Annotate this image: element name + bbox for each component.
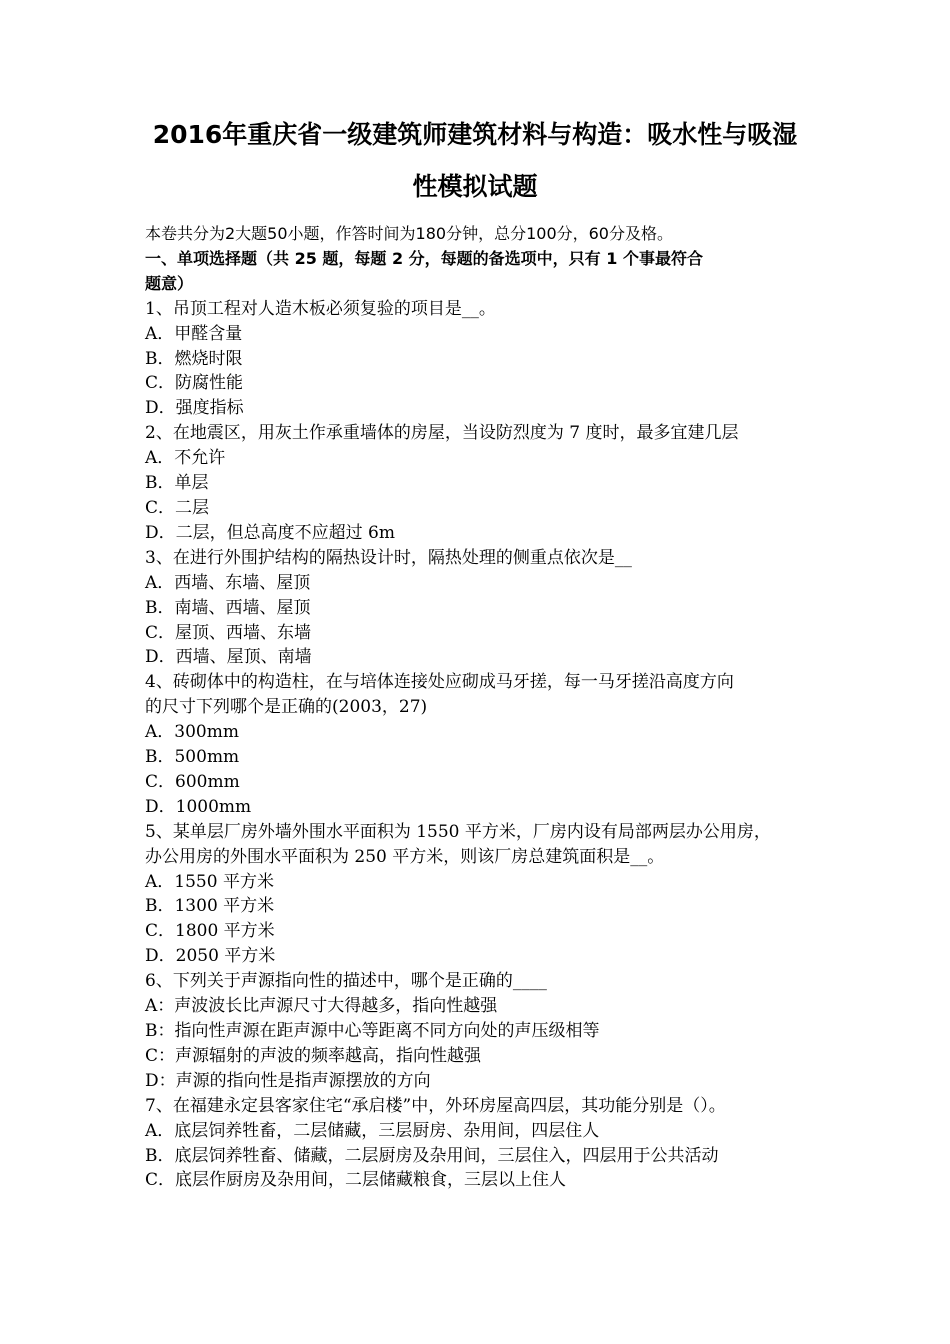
answer-option: B．底层饲养牲畜、储藏，二层厨房及杂用间，三层住入，四层用于公共活动 — [145, 1145, 719, 1166]
question-stem: 2、在地震区，用灰土作承重墙体的房屋，当设防烈度为 7 度时，最多宜建几层 — [145, 423, 739, 444]
document-title-line-1: 2016年重庆省一级建筑师建筑材料与构造：吸水性与吸湿 — [152, 120, 798, 149]
question-stem: 7、在福建永定县客家住宅“承启楼”中，外环房屋高四层，其功能分别是（）。 — [145, 1095, 726, 1116]
answer-option: C．二层 — [145, 497, 210, 518]
question-stem: 3、在进行外围护结构的隔热设计时，隔热处理的侧重点依次是__ — [145, 547, 632, 568]
question-item — [145, 1094, 810, 1194]
answer-option: A．不允许 — [145, 448, 226, 469]
answer-option: C．600mm — [145, 771, 240, 792]
answer-option: C．防腐性能 — [145, 373, 244, 394]
answer-option: C：声源辐射的声波的频率越高，指向性越强 — [145, 1045, 482, 1066]
answer-option: B：指向性声源在距声源中心等距离不同方向处的声压级相等 — [145, 1021, 600, 1041]
answer-option: D．强度指标 — [145, 398, 244, 419]
answer-option: D．2050 平方米 — [145, 946, 276, 967]
question-item — [145, 820, 810, 969]
answer-option: A．底层饲养牲畜，二层储藏，三层厨房、杂用间，四层住人 — [145, 1120, 600, 1141]
question-item — [145, 297, 810, 422]
answer-option: B．燃烧时限 — [145, 348, 243, 369]
document-title-line-2: 性模拟试题 — [412, 172, 538, 201]
answer-option: D．二层，但总高度不应超过 6m — [145, 522, 395, 543]
answer-option: A：声波波长比声源尺寸大得越多，指向性越强 — [145, 996, 498, 1017]
answer-option: B．南墙、西墙、屋顶 — [145, 597, 311, 618]
question-stem: 1、吊顶工程对人造木板必须复验的项目是__。 — [145, 298, 496, 319]
question-stem: 6、下列关于声源指向性的描述中，哪个是正确的____ — [145, 971, 547, 992]
exam-intro: 本卷共分为2大题50小题，作答时间为180分钟，总分100分，60分及格。 — [145, 224, 673, 243]
answer-option: A．300mm — [145, 722, 239, 743]
answer-option: D：声源的指向性是指声源摆放的方向 — [145, 1070, 431, 1091]
document-body — [145, 222, 810, 1193]
answer-option: C．1800 平方米 — [145, 921, 275, 942]
answer-option: D．西墙、屋顶、南墙 — [145, 647, 312, 668]
question-stem: 的尺寸下列哪个是正确的(2003，27) — [145, 697, 428, 718]
answer-option: B．单层 — [145, 473, 209, 494]
question-item — [145, 969, 810, 1094]
question-item — [145, 670, 810, 819]
answer-option: D．1000mm — [145, 796, 252, 817]
question-item — [145, 421, 810, 546]
answer-option: C．底层作厨房及杂用间，二层储藏粮食，三层以上住人 — [145, 1170, 567, 1191]
question-stem: 4、砖砌体中的构造柱，在与培体连接处应砌成马牙搓，每一马牙搓沿高度方向 — [145, 672, 734, 693]
answer-option: A．西墙、东墙、屋顶 — [145, 572, 311, 593]
question-list — [145, 297, 810, 1194]
answer-option: A．1550 平方米 — [145, 871, 274, 892]
question-item — [145, 546, 810, 671]
question-stem: 办公用房的外围水平面积为 250 平方米，则该厂房总建筑面积是__。 — [145, 846, 665, 867]
answer-option: B．500mm — [145, 747, 240, 768]
answer-option: C．屋顶、西墙、东墙 — [145, 622, 312, 643]
section-heading-line-1: 一、单项选择题（共 25 题，每题 2 分，每题的备选项中，只有 1 个事最符合 — [145, 248, 703, 268]
question-stem: 5、某单层厂房外墙外围水平面积为 1550 平方米，厂房内设有局部两层办公用房， — [145, 821, 771, 842]
section-heading-line-2: 题意） — [145, 273, 194, 293]
answer-option: B．1300 平方米 — [145, 896, 275, 917]
answer-option: A．甲醛含量 — [145, 323, 243, 344]
